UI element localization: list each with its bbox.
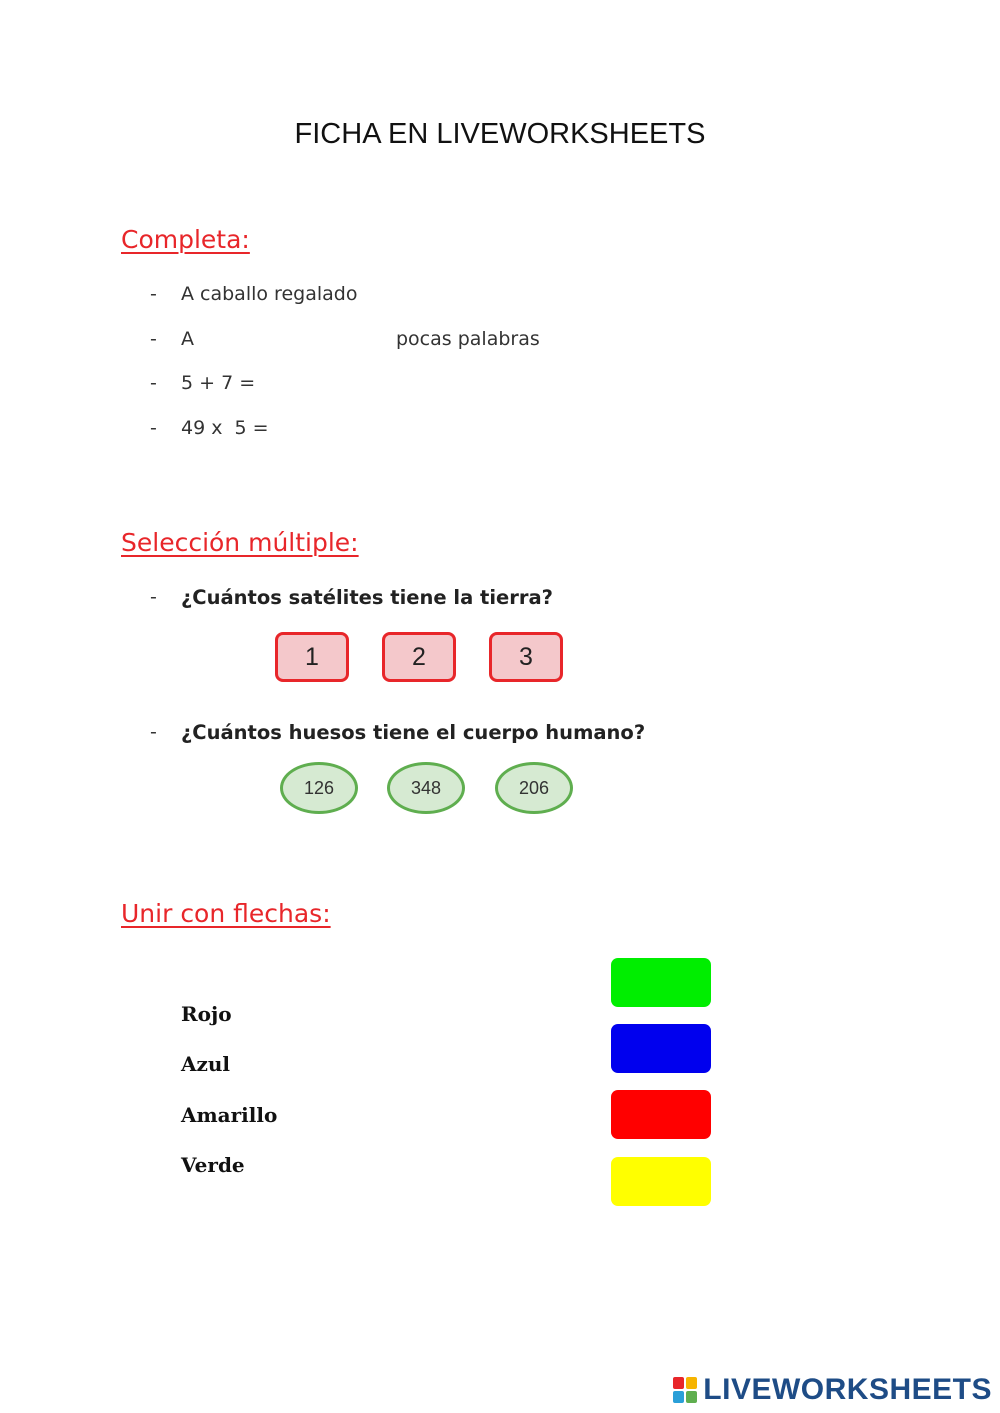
- option-348-button[interactable]: 348: [387, 762, 465, 814]
- completa-heading: Completa:: [121, 225, 250, 254]
- logo-text: LIVEWORKSHEETS: [703, 1373, 992, 1406]
- option-1-button[interactable]: 1: [275, 632, 349, 682]
- match-word-verde[interactable]: Verde: [181, 1153, 245, 1177]
- list-dash: -: [150, 283, 157, 305]
- match-word-azul[interactable]: Azul: [181, 1052, 231, 1076]
- match-word-amarillo[interactable]: Amarillo: [181, 1103, 278, 1127]
- question-satellites: ¿Cuántos satélites tiene la tierra?: [181, 586, 553, 609]
- option-126-button[interactable]: 126: [280, 762, 358, 814]
- completa-item-2-text-after: pocas palabras: [396, 328, 540, 350]
- list-dash: -: [150, 721, 157, 743]
- color-swatch-blue[interactable]: [611, 1024, 711, 1073]
- match-word-rojo[interactable]: Rojo: [181, 1002, 232, 1026]
- page-title: FICHA EN LIVEWORKSHEETS: [294, 118, 706, 150]
- list-dash: -: [150, 417, 157, 439]
- option-2-button[interactable]: 2: [382, 632, 456, 682]
- unir-heading: Unir con flechas:: [121, 899, 331, 928]
- completa-item-2-text-before: A: [181, 328, 194, 350]
- color-swatch-yellow[interactable]: [611, 1157, 711, 1206]
- seleccion-heading: Selección múltiple:: [121, 528, 359, 557]
- list-dash: -: [150, 586, 157, 608]
- color-swatch-green[interactable]: [611, 958, 711, 1007]
- option-206-button[interactable]: 206: [495, 762, 573, 814]
- completa-item-4-text: 49 x 5 =: [181, 417, 269, 439]
- completa-item-3-text: 5 + 7 =: [181, 372, 256, 394]
- completa-item-1-text: A caballo regalado: [181, 283, 358, 305]
- question-bones: ¿Cuántos huesos tiene el cuerpo humano?: [181, 721, 646, 744]
- liveworksheets-logo: [673, 1373, 992, 1407]
- color-swatch-red[interactable]: [611, 1090, 711, 1139]
- list-dash: -: [150, 372, 157, 394]
- liveworksheets-logo-icon: [673, 1377, 697, 1403]
- option-3-button[interactable]: 3: [489, 632, 563, 682]
- list-dash: -: [150, 328, 157, 350]
